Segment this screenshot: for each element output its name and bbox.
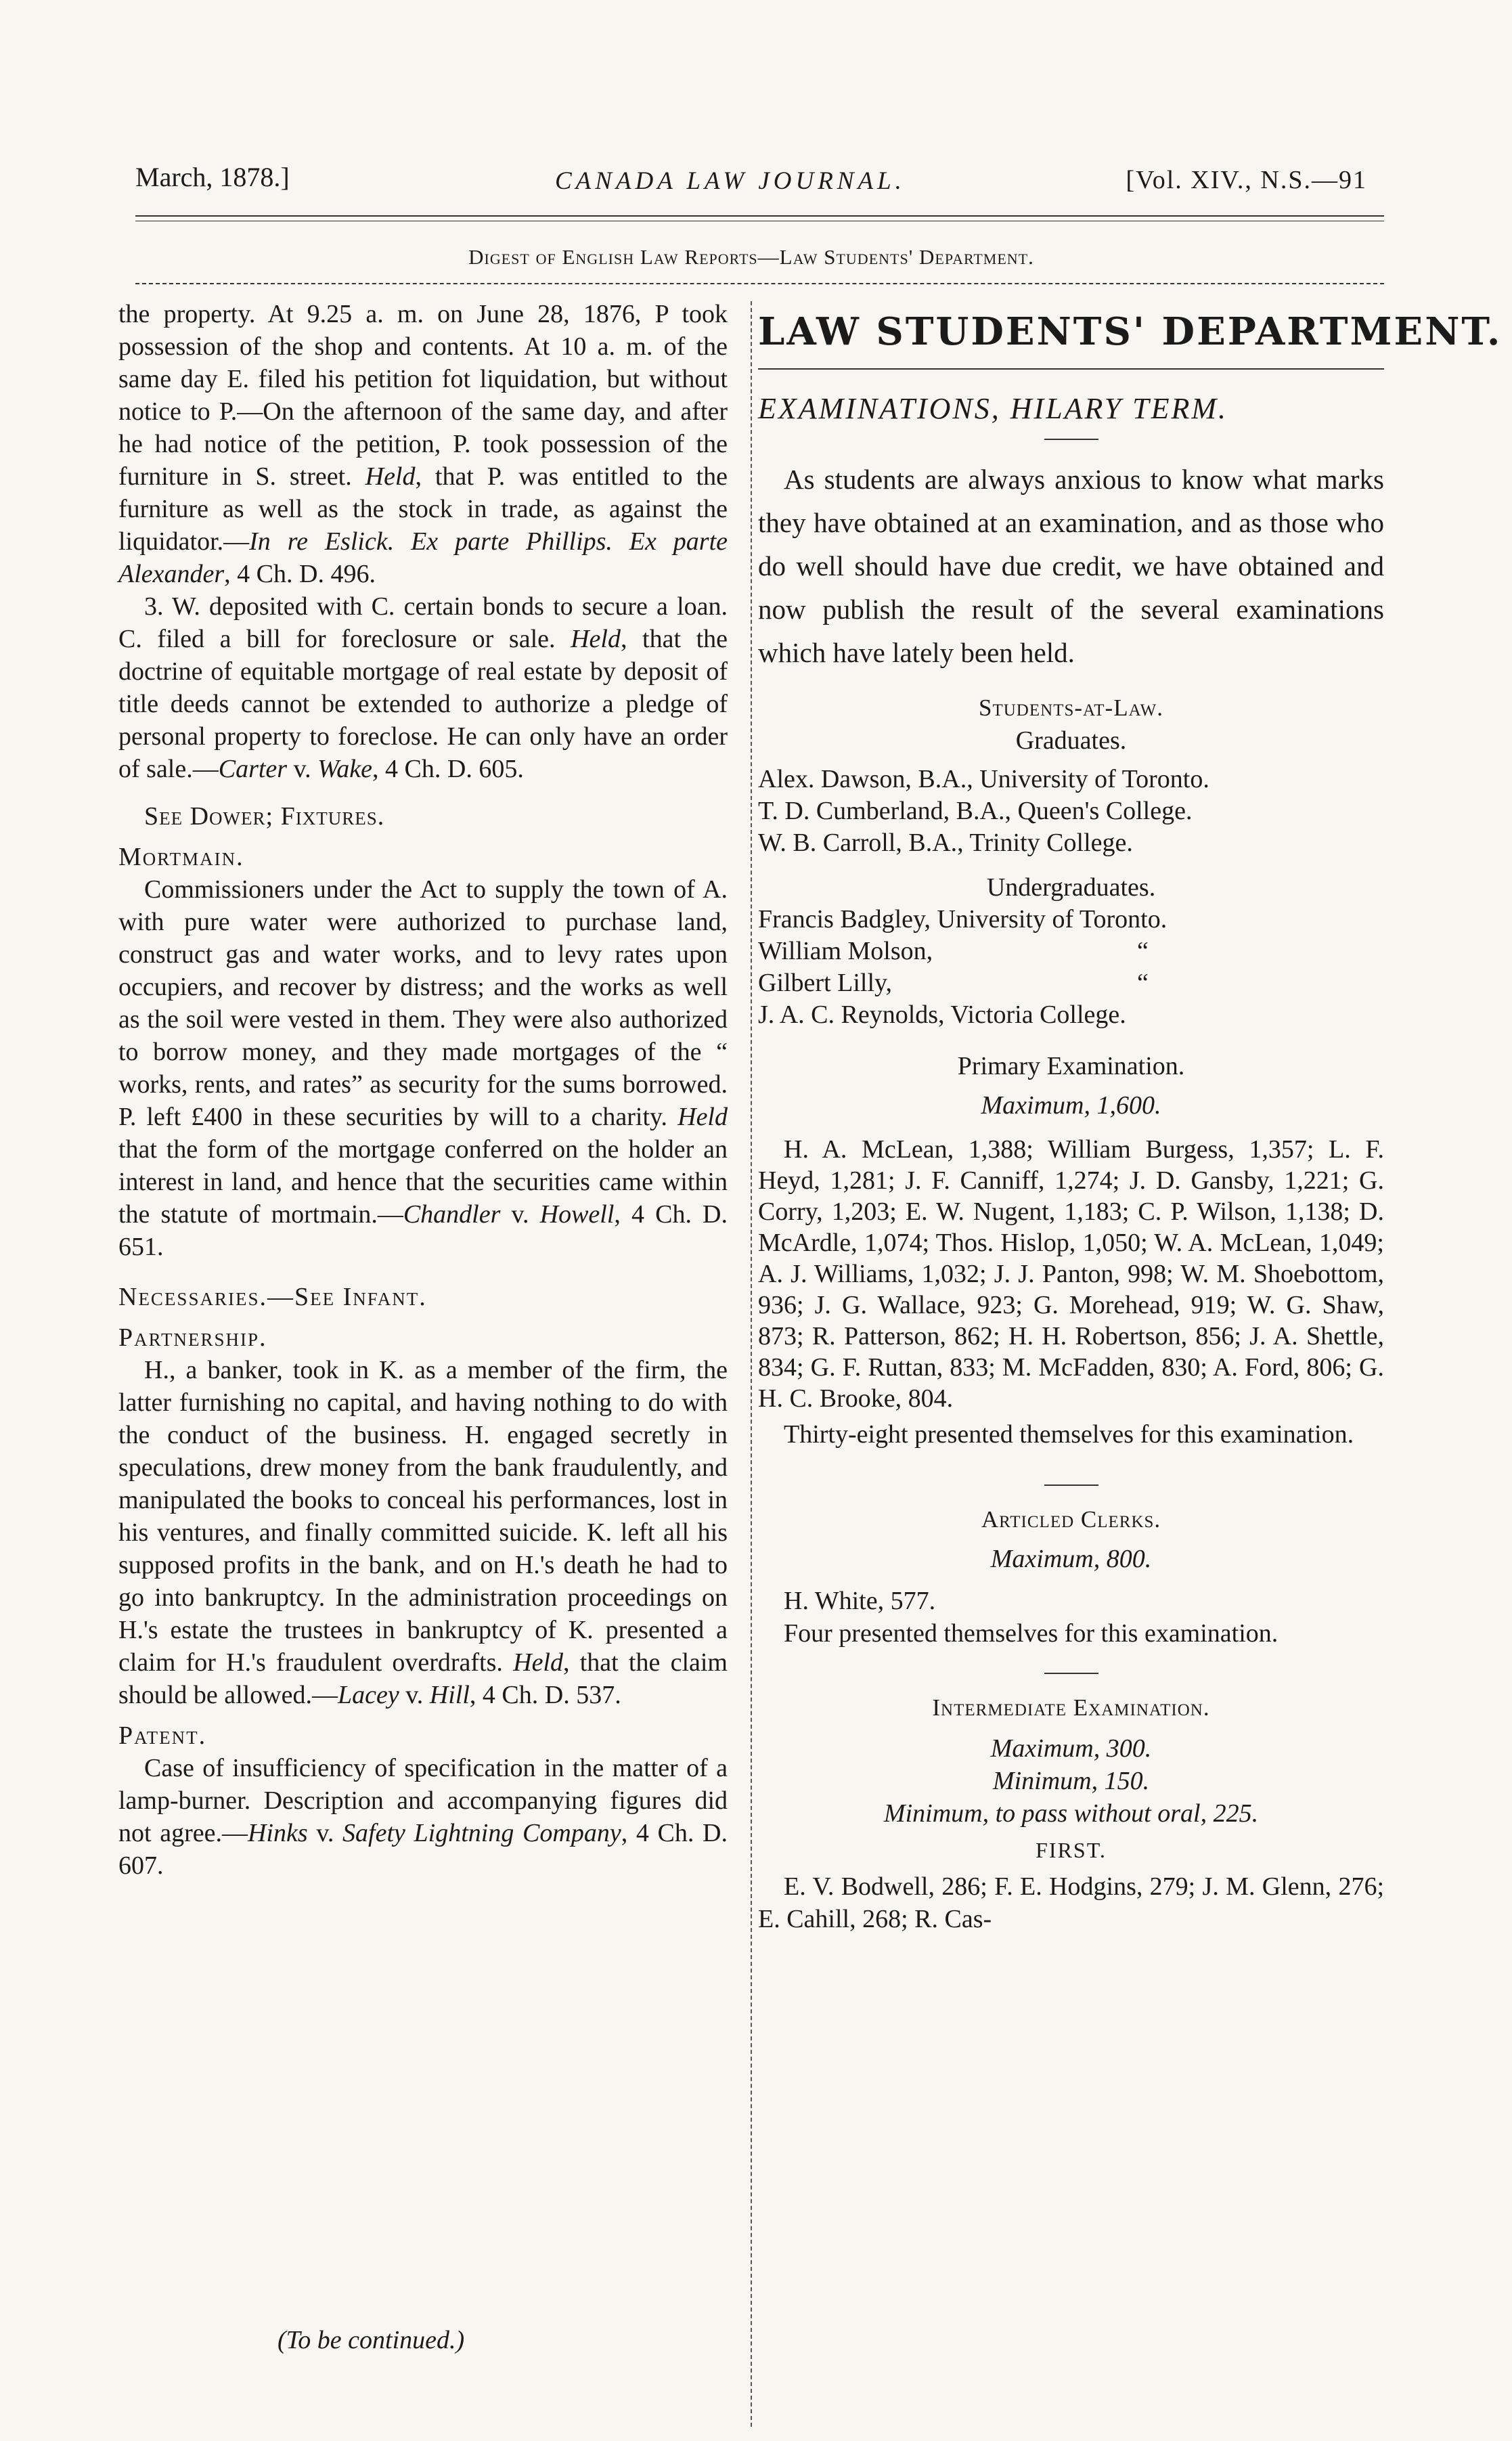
ditto-mark: “ (1137, 969, 1149, 997)
paragraph-mortmain (118, 873, 728, 1263)
text: , 4 Ch. D. 607. (118, 1819, 728, 1880)
heading-necessaries: Necessaries.—See Infant. (118, 1283, 427, 1311)
paragraph-pledge (118, 590, 728, 785)
articled-max: Maximum, 800. (990, 1545, 1152, 1573)
articled-results: H. White, 577. (784, 1587, 936, 1615)
paragraph-partnership (118, 1354, 728, 1711)
text: , 4 Ch. D. 651. (118, 1200, 728, 1261)
list-item: W. B. Carroll, B.A., Trinity College. (758, 829, 1133, 857)
primary-results: H. A. McLean, 1,388; William Burgess, 1,357; L. F. Heyd, 1,281; J. F. Canniff, 1,274; J. D. Gansby, 1,221; G. Corry, 1,203; E. W. Nugent, 1,183; C. P. Wilson, 1,138; D. McArdle, 1,074; Thos. Hislop, 1,050; W. A. McLean, 1,049; A. J. Williams, 1,032; J. J. Panton, 998; W. M. Shoebottom, 936; J. G. Wallace, 923; G. Morehead, 919; W. G. Shaw, 873; R. Patterson, 862; H. H. Robertson, 856; J. A. Shettle, 834; G. F. Ruttan, 833; M. McFadden, 830; A. Ford, 806; G. H. C. Brooke, 804. (758, 1135, 1384, 1413)
department-title: LAW STUDENTS' DEPARTMENT. (758, 309, 1503, 354)
text: , that the doctrine of equitable mortgage of real estate by deposit of title deeds cannot be extended to authorize a pledge of personal property to foreclose. He can only have an order of sale.— (118, 625, 728, 783)
primary-note: Thirty-eight presented themselves for this examination. (784, 1420, 1354, 1449)
volume-page: [Vol. XIV., N.S.—91 (1126, 166, 1367, 194)
short-rule (1044, 1673, 1098, 1674)
case-citation: Wake (317, 755, 373, 783)
ditto-mark: “ (1137, 937, 1149, 965)
text: v. (500, 1200, 540, 1229)
case-citation: Howell (539, 1200, 615, 1229)
see-reference: See Dower; Fixtures. (144, 802, 385, 831)
text: , 4 Ch. D. 537. (469, 1681, 621, 1709)
issue-date: March, 1878.] (135, 162, 290, 192)
column-separator (751, 301, 752, 2427)
list-item (758, 936, 1384, 967)
held-label: Held (677, 1103, 728, 1131)
text: v. (307, 1819, 343, 1847)
text: , 4 Ch. D. 496. (224, 560, 376, 588)
graduates-list (758, 764, 1384, 859)
primary-max: Maximum, 1,600. (981, 1091, 1161, 1120)
case-citation: Hinks (247, 1819, 308, 1847)
running-head (135, 161, 1367, 202)
text: v. (287, 755, 318, 783)
case-citation: Carter (218, 755, 288, 783)
held-label: Held (571, 625, 621, 653)
undergraduates-list (758, 904, 1384, 1031)
held-label: Held (513, 1648, 563, 1677)
undergraduates-heading: Undergraduates. (986, 873, 1156, 902)
articled-note: Four presented themselves for this examination. (784, 1619, 1278, 1648)
text: v. (399, 1681, 430, 1709)
heading-patent: Patent. (118, 1721, 207, 1750)
list-item (758, 967, 1384, 999)
case-citation: Lacey (338, 1681, 399, 1709)
first-class-heading: FIRST. (1036, 1838, 1107, 1862)
to-be-continued: (To be continued.) (277, 2326, 465, 2354)
text: Commissioners under the Act to supply the town of A. with pure water were authorized to purchase land, construct gas and water works, and to levy rates upon occupiers, and recover by distress; and the works as well as the soil were vested in them. They were also authorized to borrow money, and they made mortgages of the “ works, rents, and rates” as security for the sums borrowed. P. left £400 in these securities by will to a charity. (118, 875, 728, 1131)
heading-partnership: Partnership. (118, 1323, 267, 1352)
list-item: J. A. C. Reynolds, Victoria College. (758, 1000, 1126, 1029)
heading-mortmain: Mortmain. (118, 843, 244, 871)
text: , that P. was entitled to the furniture as well as the stock in trade, as against the liquidator.— (118, 462, 728, 556)
list-item: T. D. Cumberland, B.A., Queen's College. (758, 797, 1193, 825)
text: , that the claim should be allowed.— (118, 1648, 728, 1709)
list-item: Alex. Dawson, B.A., University of Toronto. (758, 765, 1209, 793)
text: H., a banker, took in K. as a member of the firm, the latter furnishing no capital, and having nothing to do with the conduct of the business. H. engaged secretly in speculations, drew money from the bank fraudulently, and manipulated the books to conceal his performances, lost in his ventures, and finally committed suicide. K. left all his supposed profits in the bank, and on H.'s death he had to go into bankruptcy. In the administration proceedings on H.'s estate the trustees in bankruptcy of K. presented a claim for H.'s fraudulent overdrafts. (118, 1356, 728, 1677)
intermediate-min-pass: Minimum, to pass without oral, 225. (883, 1799, 1259, 1828)
articled-clerks-heading: Articled Clerks. (981, 1506, 1161, 1533)
paragraph-bankruptcy (118, 298, 728, 590)
first-class-results: E. V. Bodwell, 286; F. E. Hodgins, 279; J. M. Glenn, 276; E. Cahill, 268; R. Cas- (758, 1872, 1384, 1933)
text: 3. W. deposited with C. certain bonds to secure a loan. C. filed a bill for foreclosure or sale. (118, 592, 728, 653)
intermediate-max: Maximum, 300. (990, 1734, 1152, 1763)
primary-exam-heading: Primary Examination. (957, 1052, 1185, 1080)
case-citation: Safety Lightning Company (342, 1819, 621, 1847)
text: Case of insufficiency of specification in the matter of a lamp-burner. Description and accompanying figures did not agree.— (118, 1754, 728, 1847)
case-citation: In re Eslick. Ex parte Phillips. Ex parte Alexander (118, 527, 728, 588)
student-name: Gilbert Lilly, (758, 969, 893, 997)
held-label: Held (365, 462, 416, 491)
text: the property. At 9.25 a. m. on June 28, 1876, P took possession of the shop and contents. At 10 a. m. of the same day E. filed his petition fot liquidation, but without notice to P.—On the afternoon of the same day, and after he had notice of the petition, P. took possession of the furniture in S. street. (118, 300, 728, 491)
case-citation: Hill (429, 1681, 470, 1709)
intermediate-heading: Intermediate Examination. (932, 1694, 1210, 1721)
title-rule (758, 368, 1384, 370)
text: that the form of the mortgage conferred on the holder an interest in land, and hence that the securities came within the statute of mortmain.— (118, 1135, 728, 1229)
short-rule (1044, 1485, 1098, 1486)
short-rule (1044, 439, 1098, 440)
case-citation: Chandler (403, 1200, 501, 1229)
section-subheader: Digest of English Law Reports—Law Students' Department. (468, 245, 1034, 269)
paragraph-patent (118, 1752, 728, 1882)
subheader-rule (135, 283, 1384, 284)
students-at-law-heading: Students-at-Law. (979, 695, 1163, 721)
journal-title: CANADA LAW JOURNAL. (555, 167, 906, 195)
exam-title: EXAMINATIONS, HILARY TERM. (758, 392, 1228, 425)
header-rule (135, 215, 1384, 217)
right-column (758, 298, 1503, 1935)
intro-paragraph: As students are always anxious to know what marks they have obtained at an examination, and as those who do well should have due credit, we have obtained and now publish the result of the several examinations which have lately been held. (758, 464, 1384, 668)
left-column (118, 298, 728, 1882)
student-name: William Molson, (758, 937, 933, 965)
text: , 4 Ch. D. 605. (372, 755, 524, 783)
intermediate-min: Minimum, 150. (992, 1767, 1150, 1795)
list-item: Francis Badgley, University of Toronto. (758, 905, 1168, 933)
graduates-heading: Graduates. (1015, 726, 1127, 755)
